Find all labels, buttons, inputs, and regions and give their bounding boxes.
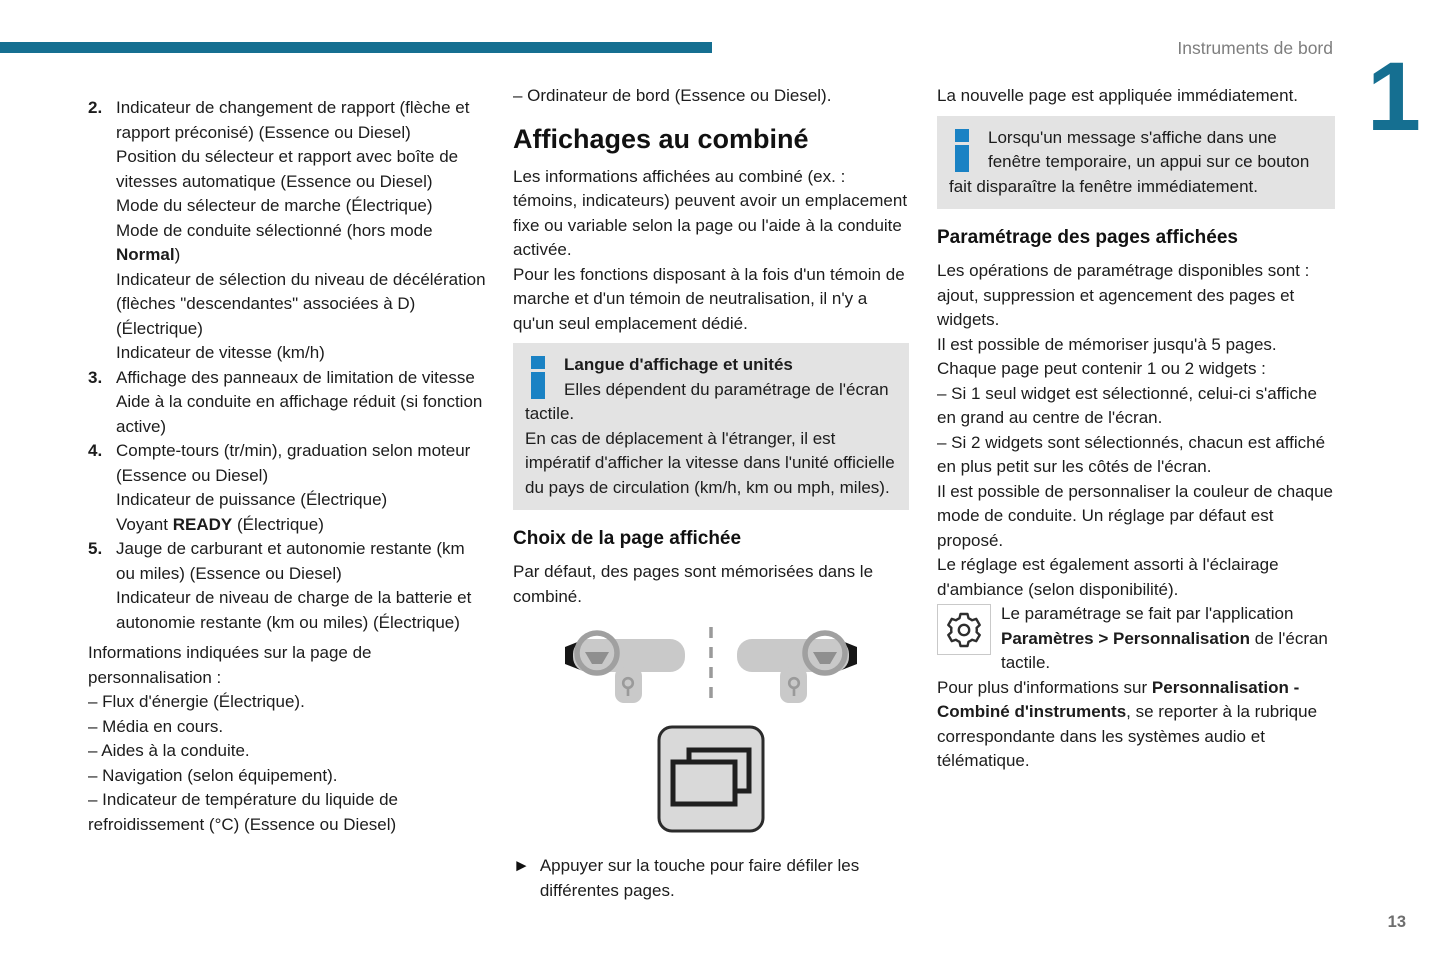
- item-paragraphs: [116, 439, 488, 537]
- info-icon: [955, 129, 969, 172]
- body-paragraph: – Si 1 seul widget est sélectionné, celui-ci s'affiche en grand au centre de l'écran.: [937, 383, 1317, 427]
- action-text: Appuyer sur la touche pour faire défiler les différentes pages.: [539, 856, 860, 900]
- body-paragraphs: [513, 165, 909, 337]
- heading-affichages-au-combine: Affichages au combiné: [513, 123, 809, 154]
- item-number: 3.: [88, 367, 103, 387]
- dash-list-item: – Ordinateur de bord (Essence ou Diesel).: [513, 86, 832, 105]
- subheading-parametrage-pages: Paramétrage des pages affichées: [937, 227, 1238, 248]
- pages-scroll-button-icon: [657, 725, 765, 833]
- item-paragraph: Indicateur de vitesse (km/h): [116, 343, 325, 362]
- gear-icon-box: [937, 604, 991, 655]
- right-hand-drive-dashboard-icon: [737, 633, 857, 703]
- numbered-item: [88, 366, 488, 440]
- body-paragraph: Il est possible de personnaliser la couleur de chaque mode de conduite. Un réglage par défaut est proposé.: [937, 481, 1333, 550]
- item-paragraph: Indicateur de niveau de charge de la batterie et autonomie restante (km ou miles) (Électrique): [116, 588, 472, 632]
- action-arrow-icon: ►: [513, 856, 530, 875]
- numbered-list: [88, 96, 488, 635]
- body-paragraph: Il est possible de mémoriser jusqu'à 5 pages.: [937, 334, 1277, 354]
- body-paragraph: Les opérations de paramétrage disponibles sont : ajout, suppression et agencement des pages et widgets.: [937, 261, 1310, 329]
- figure-steering-wheels: [513, 625, 909, 840]
- item-paragraph: Position du sélecteur et rapport avec boîte de vitesses automatique (Essence ou Diesel): [116, 147, 459, 191]
- left-hand-drive-dashboard-icon: [565, 633, 685, 703]
- info-box-title: Langue d'affichage et unités: [564, 355, 793, 374]
- numbered-item: [88, 96, 488, 366]
- item-number: 2.: [88, 98, 103, 117]
- column-3: [937, 84, 1335, 774]
- item-number: 4.: [88, 441, 103, 460]
- chapter-accent-bar: [0, 42, 712, 53]
- info-icon: [531, 356, 545, 399]
- body-paragraph: Pour les fonctions disposant à la fois d'un témoin de marche et d'un témoin de neutralisation, il n'y a qu'un seul emplacement dédié.: [513, 264, 905, 333]
- body-paragraph: – Si 2 widgets sont sélectionnés, chacun est affiché en plus petit sur les côtés de l'écran.: [937, 432, 1326, 476]
- item-paragraphs: [116, 537, 488, 635]
- dash-list-item: – Flux d'énergie (Électrique).: [88, 692, 305, 711]
- body-paragraph: Par défaut, des pages sont mémorisées dans le combiné.: [513, 562, 874, 606]
- subheading-choix-page: Choix de la page affichée: [513, 528, 742, 549]
- section-title: Instruments de bord: [1177, 38, 1333, 58]
- settings-note: [937, 602, 1335, 676]
- item-number: 5.: [88, 539, 103, 558]
- column-1: [88, 96, 488, 837]
- item-paragraph: Jauge de carburant et autonomie restante (km ou miles) (Essence ou Diesel): [116, 539, 465, 583]
- info-box-message: [937, 116, 1335, 210]
- action-instruction: [513, 854, 909, 903]
- item-paragraph: Affichage des panneaux de limitation de vitesse: [116, 367, 475, 387]
- gear-icon: [944, 610, 984, 650]
- dash-list-item: – Navigation (selon équipement).: [88, 765, 338, 785]
- body-paragraph: La nouvelle page est appliquée immédiatement.: [937, 86, 1299, 105]
- item-paragraph: Aide à la conduite en affichage réduit (si fonction active): [116, 392, 483, 436]
- numbered-item: [88, 439, 488, 537]
- info-box-text: Elles dépendent du paramétrage de l'écran tactile.: [525, 379, 889, 423]
- info-intro: Informations indiquées sur la page de personnalisation :: [88, 643, 372, 687]
- item-paragraph: Indicateur de changement de rapport (flèche et rapport préconisé) (Essence ou Diesel): [116, 98, 470, 142]
- item-paragraph: Indicateur de sélection du niveau de décélération (flèches "descendantes" associées à D) (Électrique): [116, 269, 486, 338]
- page-number: 13: [1387, 913, 1406, 931]
- item-paragraph: Compte-tours (tr/min), graduation selon moteur (Essence ou Diesel): [116, 441, 471, 485]
- column-2: [513, 84, 909, 903]
- body-paragraph: Pour plus d'informations sur Personnalisation - Combiné d'instruments, se reporter à la rubrique correspondante dans les systèmes audio et télématique.: [937, 677, 1318, 770]
- steering-wheels-illustration: [561, 625, 861, 707]
- item-paragraph: Mode de conduite sélectionné (hors mode Normal): [116, 220, 433, 264]
- settings-note-text: Le paramétrage se fait par l'application Paramètres > Personnalisation de l'écran tactile.: [1001, 604, 1328, 672]
- item-paragraphs: [116, 366, 488, 440]
- numbered-item: [88, 537, 488, 635]
- body-paragraph: Les informations affichées au combiné (ex. : témoins, indicateurs) peuvent avoir un emplacement fixe ou variable selon la page ou l'aide à la conduite activée.: [513, 166, 908, 259]
- info-box-text: Lorsqu'un message s'affiche dans une fenêtre temporaire, un appui sur ce bouton fait disparaître la fenêtre immédiatement.: [949, 127, 1310, 196]
- item-paragraph: Indicateur de puissance (Électrique): [116, 490, 388, 509]
- item-paragraph: Mode du sélecteur de marche (Électrique): [116, 196, 433, 215]
- body-paragraphs: [937, 259, 1335, 602]
- chapter-number: 1: [1367, 42, 1421, 151]
- body-paragraph: Le réglage est également assorti à l'éclairage d'ambiance (selon disponibilité).: [937, 555, 1279, 599]
- info-box-langue: [513, 343, 909, 510]
- dash-list-item: – Indicateur de température du liquide de refroidissement (°C) (Essence ou Diesel): [88, 790, 398, 834]
- info-box-text: En cas de déplacement à l'étranger, il est impératif d'afficher la vitesse dans l'unité officielle du pays de circulation (km/h, km ou mph, miles).: [525, 428, 895, 497]
- body-paragraph: Chaque page peut contenir 1 ou 2 widgets :: [937, 359, 1266, 378]
- dash-list: [88, 690, 488, 837]
- item-paragraph: Voyant READY (Électrique): [116, 514, 324, 534]
- item-paragraphs: [116, 96, 488, 366]
- dash-list-item: – Média en cours.: [88, 716, 224, 736]
- dash-list-item: – Aides à la conduite.: [88, 741, 250, 760]
